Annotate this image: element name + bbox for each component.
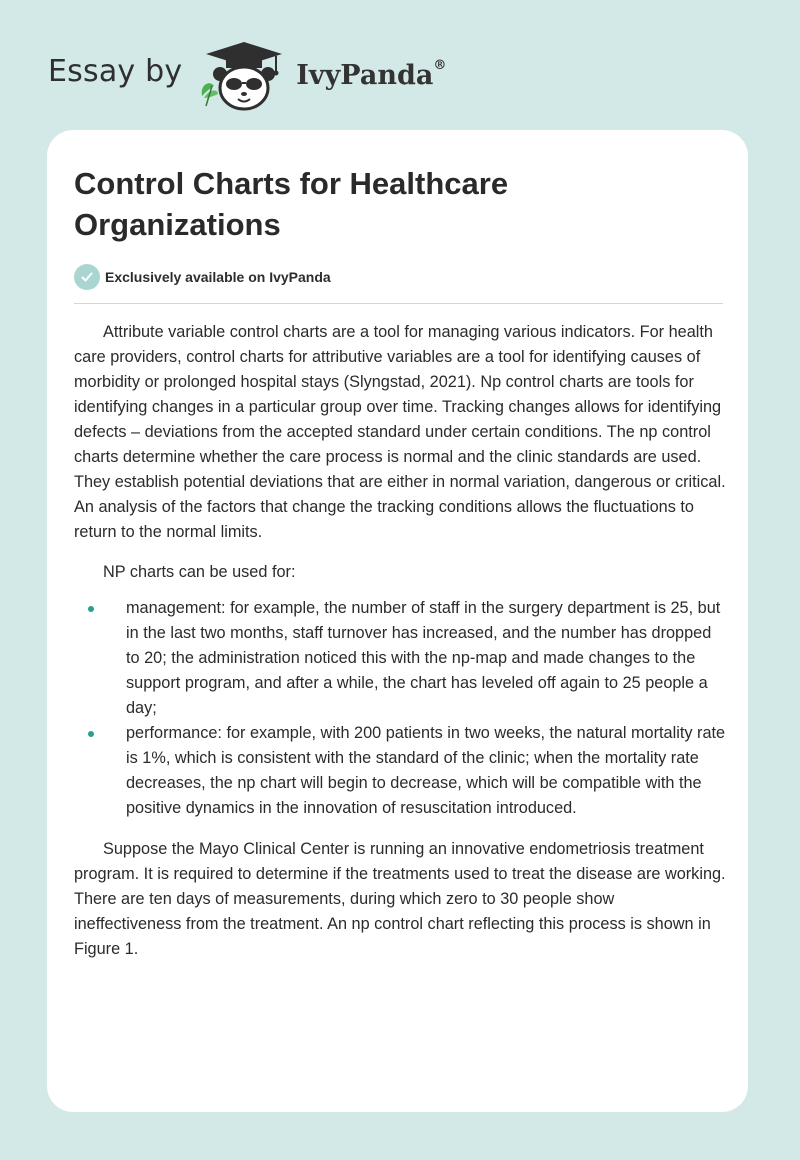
site-header	[48, 34, 508, 114]
paragraph: Attribute variable control charts are a tool for managing various indicators. For health care providers, control charts for attributive variables are a tool for identifying causes of morbidity or prolonged hospital stays (Slyngstad, 2021). Np control charts are tools for identifying changes in a particular group over time. Tracking changes allows for identifying defects – deviations from the accepted standard under certain conditions. The np control charts determine whether the care process is normal and the clinic standards are used. They establish potential deviations that are either in normal variation, dangerous or critical. An analysis of the factors that change the tracking conditions allows the fluctuations to return to the normal limits.	[74, 323, 726, 541]
badge-text: Exclusively available on IvyPanda	[105, 269, 331, 285]
paragraph: Suppose the Mayo Clinical Center is running an innovative endometriosis treatment program. It is required to determine if the treatments used to treat the disease are working. There are ten days of measurements, during which zero to 30 people show ineffectiveness from the treatment. An np control chart reflecting this process is shown in Figure 1.	[74, 840, 726, 958]
checkmark-icon	[74, 264, 100, 290]
essay-card	[47, 130, 748, 1112]
bullet-list	[74, 596, 726, 821]
divider	[74, 303, 723, 304]
list-item	[74, 596, 726, 721]
article-body	[74, 320, 726, 977]
paragraph: NP charts can be used for:	[103, 563, 296, 581]
page-title: Control Charts for Healthcare Organizations	[74, 166, 509, 242]
panda-graduate-icon[interactable]	[196, 36, 292, 112]
exclusive-badge	[74, 264, 331, 290]
list-item-text: management: for example, the number of staff in the surgery department is 25, but in the last two months, staff turnover has increased, and the number has dropped to 20; the administration noticed this with the np-map and made changes to the support program, and after a while, the chart has leveled off again to 25 people a day;	[126, 599, 721, 717]
essay-by-label: Essay by	[48, 53, 183, 89]
list-item	[74, 721, 726, 821]
bullet-icon	[88, 731, 94, 737]
list-item-text: performance: for example, with 200 patients in two weeks, the natural mortality rate is 1%, which is consistent with the standard of the clinic; when the mortality rate decreases, the np chart will begin to decrease, which will be compatible with the positive dynamics in the innovation of resuscitation introduced.	[126, 724, 726, 817]
bullet-icon	[88, 606, 94, 612]
brand-name[interactable]: IvyPanda®	[296, 57, 447, 91]
